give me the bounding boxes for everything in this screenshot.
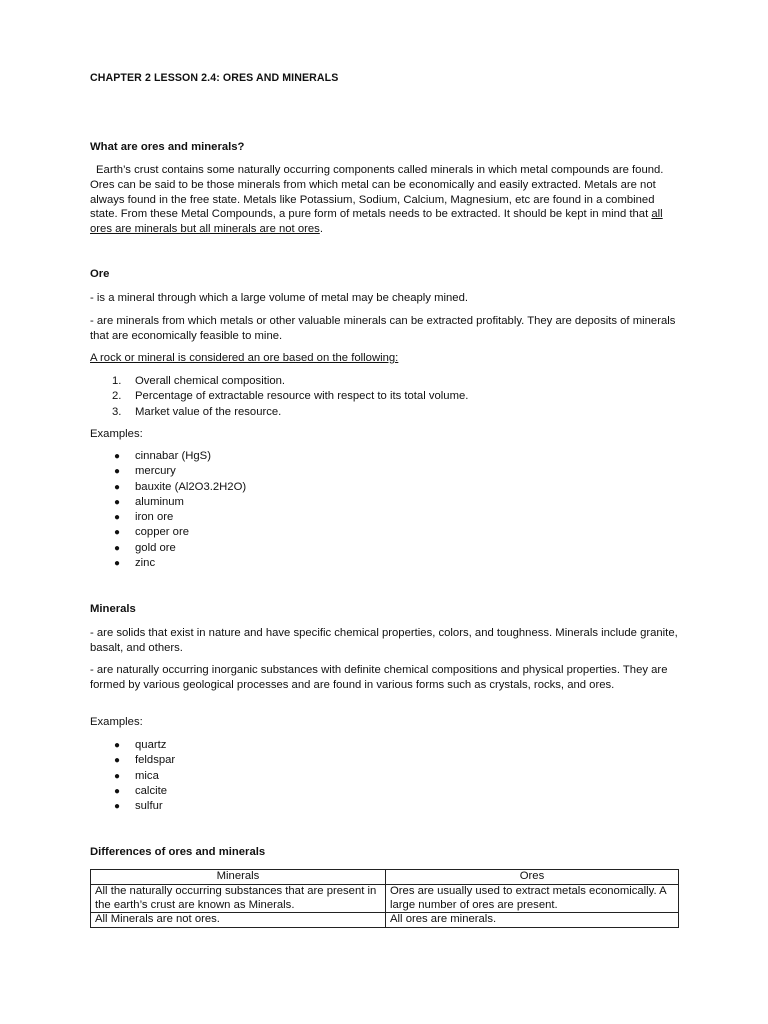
list-number: 1. bbox=[112, 375, 122, 387]
list-item bbox=[90, 556, 246, 571]
ore-heading: Ore bbox=[90, 268, 110, 280]
list-item-text: cinnabar (HgS) bbox=[135, 450, 211, 462]
page-title: CHAPTER 2 LESSON 2.4: ORES AND MINERALS bbox=[90, 72, 339, 84]
table-header-row bbox=[91, 870, 679, 885]
minerals-heading: Minerals bbox=[90, 603, 136, 615]
minerals-definition-2: - are naturally occurring inorganic substances with definite chemical compositions and physical properties. They are formed by various geological processes and are found in various forms such as crystals, rocks, and ores. bbox=[90, 664, 668, 691]
list-item bbox=[90, 480, 246, 495]
bullet-icon: ● bbox=[114, 542, 121, 554]
ore-criteria-list bbox=[90, 374, 468, 420]
bullet-icon: ● bbox=[114, 558, 121, 570]
list-item bbox=[90, 541, 246, 556]
differences-table bbox=[90, 869, 679, 928]
bullet-icon: ● bbox=[114, 755, 121, 767]
list-item bbox=[90, 374, 468, 389]
table-cell-minerals: All the naturally occurring substances that are present in the earth’s crust are known as Minerals. bbox=[91, 885, 386, 913]
list-item bbox=[90, 449, 246, 464]
table-header-ores: Ores bbox=[386, 870, 679, 885]
intro-underlined-text: all ores are minerals but all minerals are not ores bbox=[90, 208, 663, 236]
list-item-text: sulfur bbox=[135, 800, 163, 813]
intro-text: Earth’s crust contains some naturally occurring components called minerals in which metal compounds are found. Ores can be said to be those minerals from which metal can be economically and easily extracted. Metals are not always found in the free state. Metals like Potassium, Sodium, Calcium, Magnesium, etc are found in a combined state. From these Metal Compounds, a pure form of metals needs to be extracted. It should be kept in mind that bbox=[90, 164, 664, 221]
list-item-text: gold ore bbox=[135, 541, 176, 554]
list-item bbox=[90, 799, 175, 814]
bullet-icon: ● bbox=[114, 481, 121, 493]
minerals-examples-list bbox=[90, 738, 175, 814]
list-item-text: iron ore bbox=[135, 511, 174, 524]
ore-definition-2: - are minerals from which metals or other valuable minerals can be extracted profitably. They are deposits of minerals that are economically feasible to mine. bbox=[90, 315, 676, 342]
table-cell-ores: Ores are usually used to extract metals economically. A large number of ores are present. bbox=[386, 885, 679, 913]
list-item bbox=[90, 753, 175, 768]
list-item-text: zinc bbox=[135, 557, 156, 570]
bullet-icon: ● bbox=[114, 527, 121, 539]
list-item bbox=[90, 784, 175, 799]
ore-examples-list bbox=[90, 449, 246, 571]
list-item-text: copper ore bbox=[135, 526, 190, 539]
table-cell-minerals: All Minerals are not ores. bbox=[91, 913, 386, 928]
list-item bbox=[90, 510, 246, 525]
ore-definition-1: - is a mineral through which a large volume of metal may be cheaply mined. bbox=[90, 292, 468, 304]
ore-examples-label: Examples: bbox=[90, 428, 143, 440]
list-item bbox=[90, 389, 468, 404]
intro-paragraph bbox=[90, 163, 680, 237]
minerals-definition-1: - are solids that exist in nature and have specific chemical properties, colors, and toughness. Minerals include granite, basalt, and others. bbox=[90, 627, 678, 654]
bullet-icon: ● bbox=[114, 466, 121, 478]
list-item-text: bauxite (Al2O3.2H2O) bbox=[135, 480, 247, 493]
list-number: 3. bbox=[112, 405, 122, 418]
list-item-text: aluminum bbox=[135, 495, 184, 508]
list-item-text: mica bbox=[135, 769, 159, 782]
bullet-icon: ● bbox=[114, 801, 121, 813]
list-item bbox=[90, 464, 246, 479]
bullet-icon: ● bbox=[114, 770, 121, 782]
table-cell-ores: All ores are minerals. bbox=[386, 913, 679, 928]
list-item-text: Percentage of extractable resource with respect to its total volume. bbox=[135, 390, 469, 403]
list-item-text: quartz bbox=[135, 739, 167, 751]
list-item bbox=[90, 495, 246, 510]
table-header-minerals: Minerals bbox=[91, 870, 386, 885]
bullet-icon: ● bbox=[114, 740, 121, 751]
table-row bbox=[91, 885, 679, 913]
list-number: 2. bbox=[112, 390, 122, 403]
ore-criteria-intro: A rock or mineral is considered an ore based on the following: bbox=[90, 352, 399, 364]
bullet-icon: ● bbox=[114, 785, 121, 797]
intro-end: . bbox=[319, 223, 323, 236]
intro-heading: What are ores and minerals? bbox=[90, 141, 245, 153]
bullet-icon: ● bbox=[114, 512, 121, 524]
bullet-icon: ● bbox=[114, 496, 121, 508]
bullet-icon: ● bbox=[114, 451, 121, 462]
list-item bbox=[90, 738, 175, 753]
list-item-text: Overall chemical composition. bbox=[135, 375, 286, 387]
list-item-text: mercury bbox=[135, 465, 176, 478]
list-item-text: feldspar bbox=[135, 754, 176, 767]
list-item bbox=[90, 525, 246, 540]
differences-heading: Differences of ores and minerals bbox=[90, 846, 266, 858]
list-item-text: calcite bbox=[135, 784, 168, 797]
list-item bbox=[90, 769, 175, 784]
list-item-text: Market value of the resource. bbox=[135, 405, 282, 418]
list-item bbox=[90, 405, 468, 420]
minerals-examples-label: Examples: bbox=[90, 716, 143, 728]
table-row bbox=[91, 913, 679, 928]
